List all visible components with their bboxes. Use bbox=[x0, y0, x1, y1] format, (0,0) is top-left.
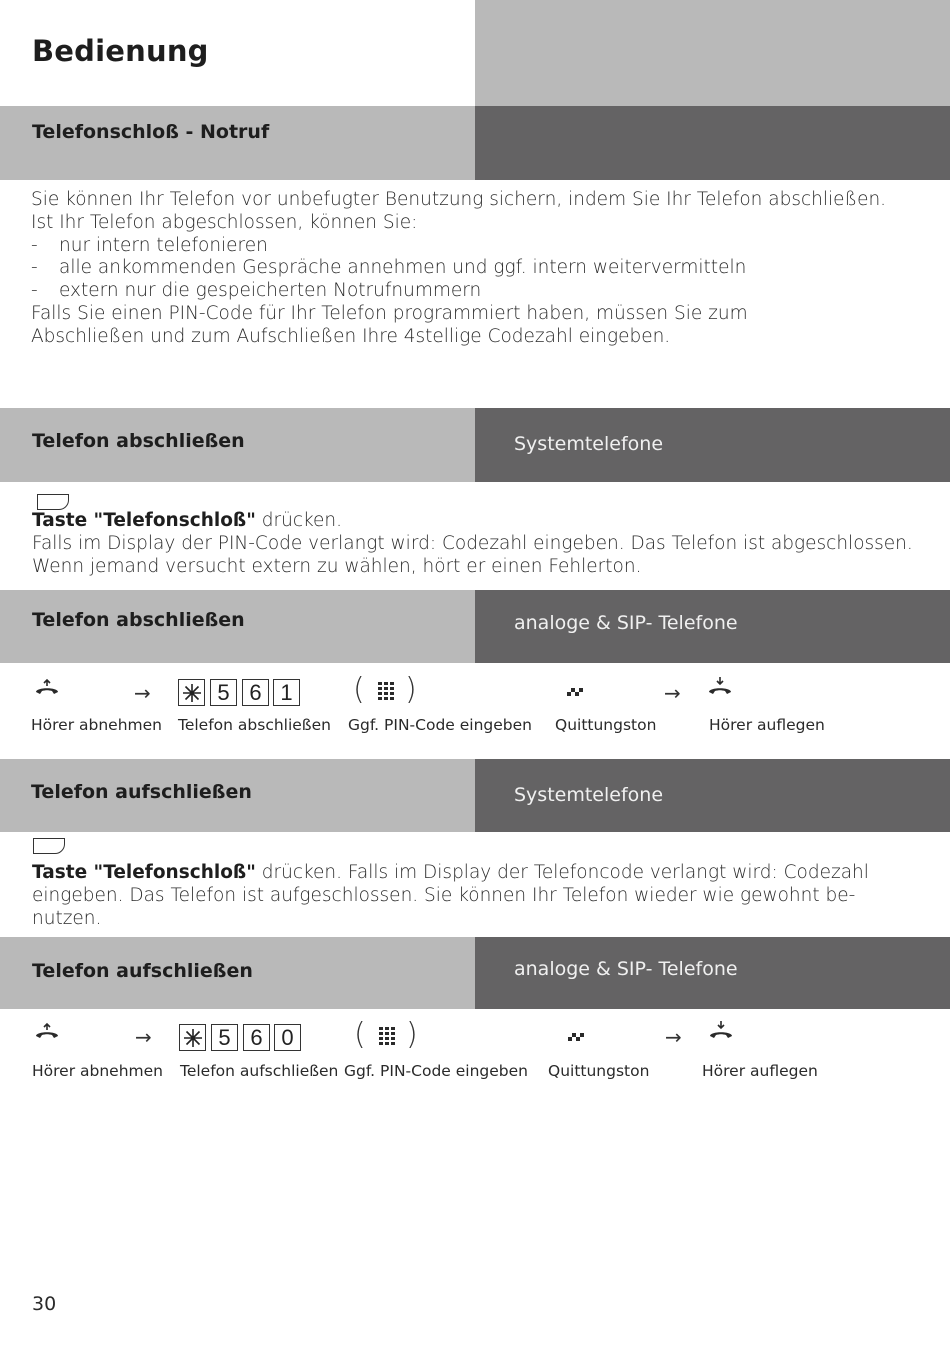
lock-system-tag: Systemtelefone bbox=[514, 433, 664, 455]
paren-open: ( bbox=[353, 672, 365, 707]
header-gray-block bbox=[475, 0, 950, 106]
key-digit: 0 bbox=[274, 1024, 301, 1051]
paren-close: ) bbox=[405, 672, 417, 707]
intro-line-2: Ist Ihr Telefon abgeschlossen, können Sie: bbox=[31, 211, 418, 233]
lock-system-text: Taste "Telefonschloß" drücken. Falls im Display der PIN-Code verlangt wird: Codezahl eingeben. Das Telefon ist abgeschlossen. Wenn jemand versucht extern zu wählen, hört er einen Fehlerton. bbox=[32, 510, 913, 577]
lock-system-title: Telefon abschließen bbox=[32, 430, 245, 452]
intro-bullet: - alle ankommenden Gespräche annehmen und ggf. intern weitervermitteln bbox=[31, 257, 747, 279]
paren-open: ( bbox=[354, 1017, 366, 1052]
function-key-icon bbox=[33, 838, 65, 854]
section-header-right bbox=[475, 106, 950, 180]
acknowledge-tone-icon bbox=[566, 686, 586, 698]
page-number: 30 bbox=[32, 1293, 57, 1315]
handset-lift-icon bbox=[34, 678, 60, 696]
handset-lift-icon bbox=[34, 1022, 60, 1040]
step-label: Hörer auflegen bbox=[709, 716, 825, 734]
arrow-right-icon: → bbox=[664, 681, 681, 705]
paren-close: ) bbox=[406, 1017, 418, 1052]
unlock-analog-title: Telefon aufschließen bbox=[32, 960, 253, 982]
key-digit: 5 bbox=[210, 679, 237, 706]
intro-line-3: Falls Sie einen PIN-Code für Ihr Telefon programmiert haben, müssen Sie zum bbox=[31, 302, 748, 324]
lock-analog-tag: analoge & SIP- Telefone bbox=[514, 612, 738, 634]
step-label: Ggf. PIN-Code eingeben bbox=[344, 1062, 528, 1080]
intro-line-4: Abschließen und zum Aufschließen Ihre 4stellige Codezahl eingeben. bbox=[31, 325, 671, 347]
section-header-left bbox=[0, 106, 475, 180]
key-digit: 6 bbox=[243, 1024, 270, 1051]
arrow-right-icon: → bbox=[665, 1025, 682, 1049]
step-label: Quittungston bbox=[555, 716, 657, 734]
unlock-analog-tag: analoge & SIP- Telefone bbox=[514, 958, 738, 980]
key-digit: 5 bbox=[211, 1024, 238, 1051]
unlock-system-line-2: eingeben. Das Telefon ist aufgeschlossen. Sie können Ihr Telefon wieder wie gewohnt be- bbox=[32, 884, 856, 906]
step-label: Telefon abschließen bbox=[178, 716, 331, 734]
unlock-system-line-3: nutzen. bbox=[32, 907, 102, 929]
lock-analog-title: Telefon abschließen bbox=[32, 609, 245, 631]
handset-hangup-icon bbox=[707, 676, 733, 696]
lock-system-line-2: Falls im Display der PIN-Code verlangt wird: Codezahl eingeben. Das Telefon ist abgeschlossen. bbox=[32, 532, 913, 554]
step-label: Hörer abnehmen bbox=[31, 716, 162, 734]
unlock-system-title: Telefon aufschließen bbox=[31, 781, 252, 803]
step-label: Hörer abnehmen bbox=[32, 1062, 163, 1080]
intro-text bbox=[31, 189, 886, 349]
key-digit: 1 bbox=[273, 679, 300, 706]
handset-hangup-icon bbox=[708, 1020, 734, 1040]
section-title: Telefonschloß - Notruf bbox=[32, 121, 270, 143]
page-title: Bedienung bbox=[32, 34, 209, 68]
star-key-icon bbox=[179, 1024, 206, 1051]
unlock-system-text: Taste "Telefonschloß" drücken. Falls im Display der Telefoncode verlangt wird: Codezahl eingeben. Das Telefon ist aufgeschlossen. Sie können Ihr Telefon wieder wie gewohnt be- nutzen. bbox=[32, 862, 869, 929]
intro-line-1: Sie können Ihr Telefon vor unbefugter Benutzung sichern, indem Sie Ihr Telefon abschließen. bbox=[31, 189, 887, 210]
step-label: Quittungston bbox=[548, 1062, 650, 1080]
star-key-icon bbox=[178, 679, 205, 706]
step-label: Telefon aufschließen bbox=[180, 1062, 339, 1080]
unlock-system-key-label: Taste "Telefonschloß" bbox=[32, 862, 256, 883]
key-digit: 6 bbox=[242, 679, 269, 706]
arrow-right-icon: → bbox=[135, 1025, 152, 1049]
step-label: Hörer auflegen bbox=[702, 1062, 818, 1080]
intro-bullet: - nur intern telefonieren bbox=[31, 234, 268, 256]
lock-system-line-3: Wenn jemand versucht extern zu wählen, hört er einen Fehlerton. bbox=[32, 555, 642, 577]
keypad-icon bbox=[377, 681, 395, 703]
arrow-right-icon: → bbox=[134, 681, 151, 705]
step-label: Ggf. PIN-Code eingeben bbox=[348, 716, 532, 734]
lock-system-key-label: Taste "Telefonschloß" bbox=[32, 510, 256, 531]
keypad-icon bbox=[378, 1026, 396, 1048]
intro-bullet: - extern nur die gespeicherten Notrufnummern bbox=[31, 280, 482, 302]
function-key-icon bbox=[37, 494, 69, 510]
acknowledge-tone-icon bbox=[567, 1031, 587, 1043]
unlock-system-tag: Systemtelefone bbox=[514, 784, 664, 806]
